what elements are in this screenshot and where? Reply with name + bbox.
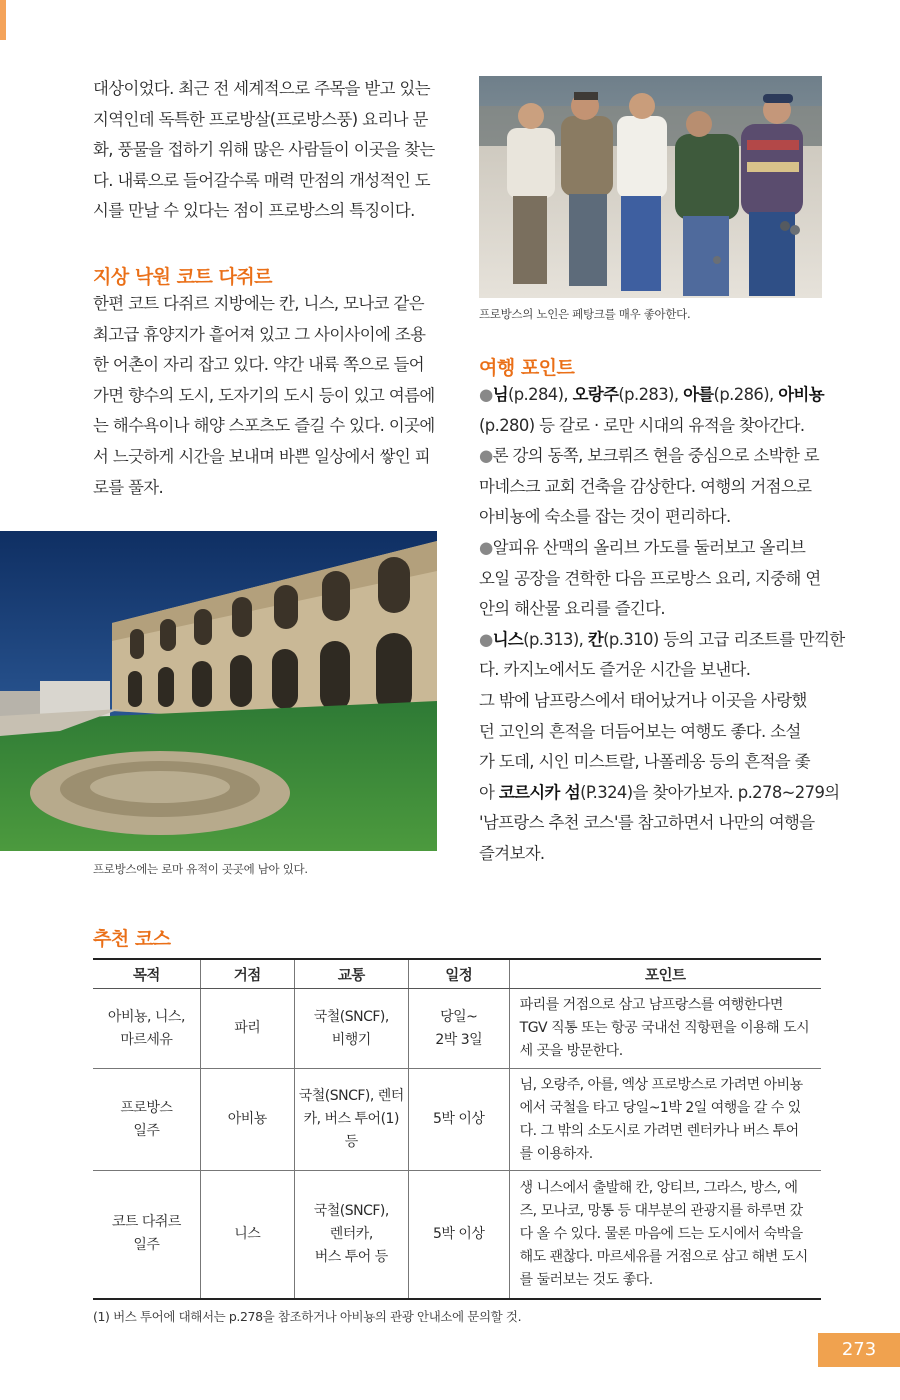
text-line: 한편 코트 다쥐르 지방에는 칸, 니스, 모나코 같은 [93,294,424,313]
cell-line: 2박 3일 [435,1031,483,1048]
cell-line: 해도 괜찮다. 마르세유를 거점으로 삼고 해변 도시 [519,1248,808,1265]
section-heading-travel-point: 여행 포인트 [479,357,575,379]
arena-illustration [0,531,437,851]
page-ref: (p.283), [618,385,684,404]
cell-schedule [408,1069,509,1171]
cell-line: 일주 [133,1237,160,1254]
cell-line: 등 [344,1134,358,1150]
cell-point [509,1171,821,1299]
text-line: 최고급 휴양지가 흩어져 있고 그 사이사이에 조용 [93,324,426,344]
cell-purpose [93,989,200,1069]
cell-base: 파리 [200,989,294,1069]
cell-line: 국철(SNCF), [313,1202,389,1219]
text-run: 론 강의 동쪽, 보크뤼즈 현을 중심으로 소박한 로 [492,446,820,466]
text-line: 즐겨보자. [479,843,545,863]
intro-paragraph [93,74,435,227]
place-name: 오랑주 [572,385,619,404]
text-run: 알피유 산맥의 올리브 가도를 둘러보고 올리브 [492,537,806,557]
cell-line: 버스 투어 등 [314,1248,388,1265]
cell-schedule [408,1171,509,1299]
corner-tab-mark [0,0,6,40]
travel-point-list [479,380,845,870]
cell-line: 국철(SNCF), 렌터 [298,1088,404,1104]
cell-line: 를 이용하자. [519,1145,593,1162]
page-ref: (p.310) 등의 고급 리조트를 만끽한 [603,629,845,649]
text-line: 다. 내륙으로 들어갈수록 매력 만점의 개성적인 도 [93,170,430,190]
cell-line: 코트 다쥐르 [111,1214,181,1231]
cell-purpose [93,1069,200,1171]
cell-line: 다 올 수 있다. 물론 마음에 드는 도시에서 숙박을 [519,1225,803,1242]
place-name: 코르시카 섬 [498,782,581,802]
cell-line: 다. 그 밖의 소도시로 가려면 렌터카나 버스 투어 [519,1122,799,1139]
text-run: 아 [479,782,499,802]
cell-transport [294,989,408,1069]
page-ref: (p.284), [507,385,573,404]
text-line: 마네스크 교회 건축을 감상한다. 여행의 거점으로 [479,476,812,496]
table-row [93,1069,821,1171]
text-line: 서 느긋하게 시간을 보내며 바쁜 일상에서 쌓인 피 [93,446,430,466]
cell-line: 당일~ [440,1008,478,1025]
text-line: 시를 만날 수 있다는 점이 프로방스의 특징이다. [93,201,415,221]
table-header-row [93,959,821,989]
text-line [479,778,845,809]
cell-line: 아비뇽, 니스, [107,1008,185,1025]
text-line: 던 고인의 흔적을 더듬어보는 여행도 좋다. 소설 [479,721,801,741]
cell-line: 생 니스에서 출발해 칸, 앙티브, 그라스, 방스, 에 [519,1179,798,1196]
cell-purpose [93,1171,200,1299]
page-ref: (p.313), [523,629,588,649]
text-line: 로를 풀자. [93,477,164,497]
cell-line: 를 둘러보는 것도 좋다. [519,1271,653,1288]
cell-point [509,1069,821,1171]
cell-line: TGV 직통 또는 항공 국내선 직항편을 이용해 도시 [519,1020,810,1036]
cell-transport [294,1069,408,1171]
roman-arena-photo [0,531,437,851]
cell-line: 세 곳을 방문한다. [519,1043,623,1059]
place-name: 님 [492,385,508,404]
column-header-purpose: 목적 [93,959,200,989]
cell-base: 아비뇽 [200,1069,294,1171]
cell-point [509,989,821,1069]
bullet-item-1 [479,380,845,411]
text-line: 가 도데, 시인 미스트랄, 나폴레옹 등의 흔적을 좇 [479,752,810,772]
cell-line: 에서 국철을 타고 당일~1박 2일 여행을 갈 수 있 [519,1099,801,1116]
page-ref: (p.286), [713,385,779,404]
bullet-icon: ● [479,385,493,404]
cell-line: 카, 버스 투어(1) [303,1111,399,1127]
text-line: 한 어촌이 자리 잡고 있다. 약간 내륙 쪽으로 들어 [93,355,424,375]
place-name: 아를 [683,385,714,404]
cell-line: 님, 오랑주, 아를, 엑상 프로방스로 가려면 아비뇽 [519,1076,803,1093]
table-footnote: (1) 버스 투어에 대해서는 p.278을 참조하거나 아비뇽의 관광 안내소에 문의할 것. [93,1309,522,1324]
cell-line: 5박 이상 [433,1225,485,1242]
column-header-point: 포인트 [509,959,821,989]
text-line: 지역인데 독특한 프로방살(프로방스풍) 요리나 문 [93,109,428,129]
text-line: 오일 공장을 견학한 다음 프로방스 요리, 지중해 연 [479,568,821,588]
place-name: 아비뇽 [778,385,824,404]
cell-base: 니스 [200,1171,294,1299]
cell-line: 5박 이상 [433,1111,485,1127]
table-row [93,989,821,1069]
bullet-icon: ● [479,629,493,649]
bullet-item-2 [479,441,845,472]
text-line: 화, 풍물을 접하기 위해 많은 사람들이 이곳을 찾는 [93,140,435,160]
cell-line: 비행기 [331,1031,371,1048]
text-line: 대상이었다. 최근 전 세계적으로 주목을 받고 있는 [93,79,430,98]
cell-transport [294,1171,408,1299]
petanque-photo [479,76,822,298]
text-line: 다. 카지노에서도 즐거운 시간을 보낸다. [479,660,751,680]
column-header-transport: 교통 [294,959,408,989]
cell-line: 일주 [133,1122,160,1139]
text-run: (P.324)을 찾아가보자. p.278~279의 [580,782,840,802]
petanque-caption: 프로방스의 노인은 페탕크를 매우 좋아한다. [479,307,691,321]
cell-line: 파리를 거점으로 삼고 남프랑스를 여행한다면 [519,997,783,1013]
column-header-base: 거점 [200,959,294,989]
text-line: 그 밖에 남프랑스에서 태어났거나 이곳을 사랑했 [479,690,807,710]
cell-line: 국철(SNCF), [313,1008,389,1025]
text-line: 는 해수욕이나 해양 스포츠도 즐길 수 있다. 이곳에 [93,416,435,436]
cell-line: 마르세유 [120,1031,173,1048]
cell-line: 렌터카, [329,1225,373,1242]
cell-line: 즈, 모나코, 망통 등 대부분의 관광지를 하루면 갔 [519,1202,803,1219]
bullet-icon: ● [479,537,493,557]
table-row [93,1171,821,1299]
text-line: (p.280) 등 갈로 · 로만 시대의 유적을 찾아간다. [479,415,805,435]
section-heading-cote-dazur: 지상 낙원 코트 다쥐르 [93,266,273,288]
cell-line: 프로방스 [120,1099,173,1116]
text-line: '남프랑스 추천 코스'를 참고하면서 나만의 여행을 [479,813,815,833]
page-number-badge: 273 [818,1333,900,1367]
bullet-item-4 [479,625,845,656]
text-line: 안의 해산물 요리를 즐긴다. [479,599,666,619]
place-name: 칸 [587,629,604,649]
column-header-schedule: 일정 [408,959,509,989]
bullet-item-3 [479,533,845,564]
text-line: 아비뇽에 숙소를 잡는 것이 편리하다. [479,507,731,527]
place-name: 니스 [492,629,524,649]
bullet-icon: ● [479,446,493,466]
cote-paragraph [93,289,435,503]
petanque-illustration [479,76,822,298]
cell-schedule [408,989,509,1069]
section-heading-recommended-course: 추천 코스 [93,928,171,950]
text-line: 가면 향수의 도시, 도자기의 도시 등이 있고 여름에 [93,385,435,405]
recommended-course-table [93,958,821,1300]
arena-caption: 프로방스에는 로마 유적이 곳곳에 남아 있다. [93,862,308,876]
